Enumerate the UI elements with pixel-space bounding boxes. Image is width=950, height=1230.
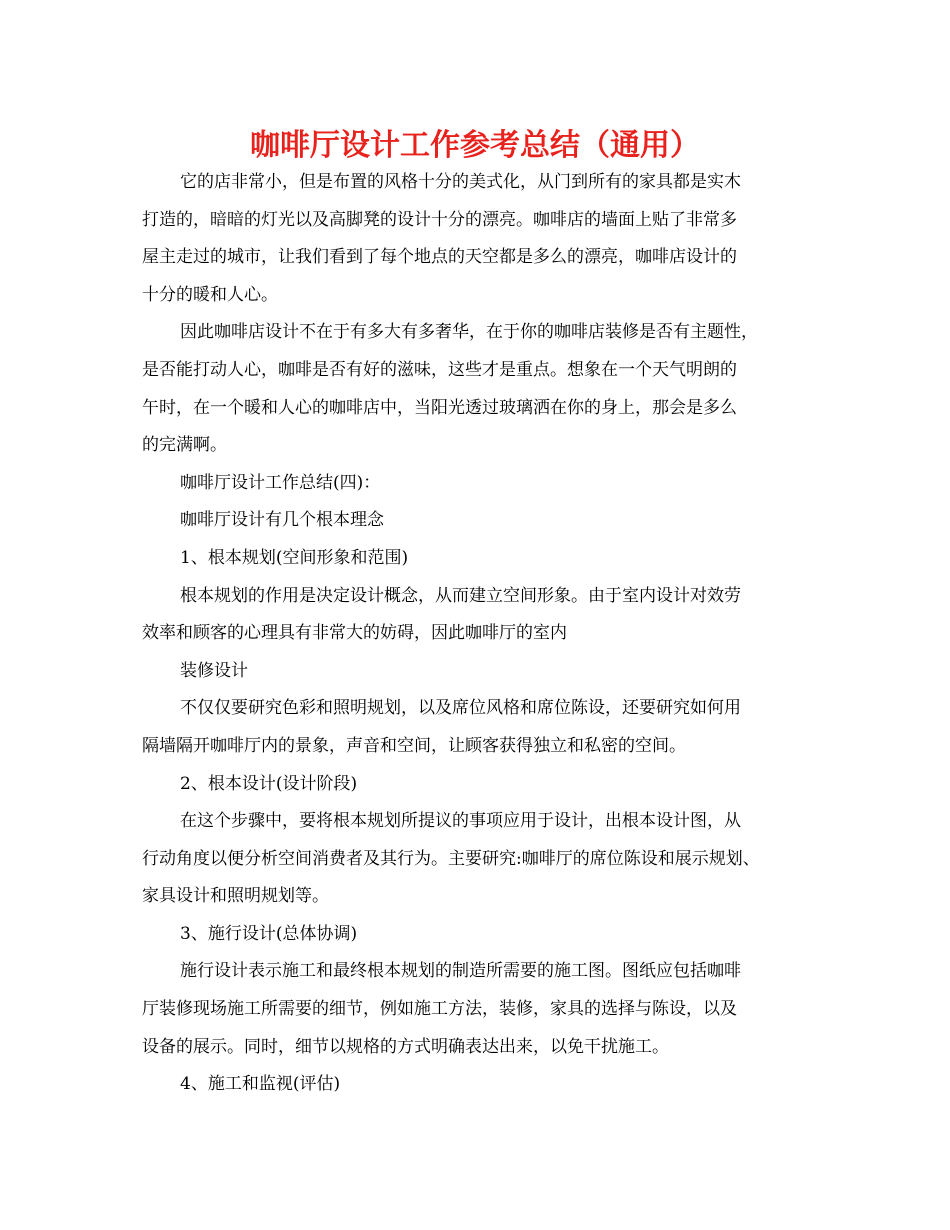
paragraph-line: 家具设计和照明规划等。 [142,886,329,907]
list-item-heading: 2、根本设计(设计阶段) [180,773,358,794]
paragraph-line: 屋主走过的城市，让我们看到了每个地点的天空都是多么的漂亮，咖啡店设计的 [142,247,737,268]
document-title: 咖啡厅设计工作参考总结（通用） [250,128,700,163]
paragraph-line: 是否能打动人心，咖啡是否有好的滋味，这些才是重点。想象在一个天气明朗的 [142,359,737,380]
paragraph-line: 不仅仅要研究色彩和照明规划，以及席位风格和席位陈设，还要研究如何用 [180,698,741,719]
list-item-heading: 4、施工和监视(评估) [180,1074,341,1095]
document-body [142,164,832,1104]
paragraph-line: 隔墙隔开咖啡厅内的景象，声音和空间，让顾客获得独立和私密的空间。 [142,735,686,756]
section-heading: 咖啡厅设计工作总结(四)： [180,472,381,493]
paragraph-line: 咖啡厅设计有几个根本理念 [180,510,384,531]
paragraph-line: 厅装修现场施工所需要的细节，例如施工方法，装修，家具的选择与陈设，以及 [142,999,737,1020]
list-item-heading: 1、根本规划(空间形象和范围) [180,547,409,568]
paragraph-line: 根本规划的作用是决定设计概念，从而建立空间形象。由于室内设计对效劳 [180,585,741,606]
paragraph-line: 十分的暖和人心。 [142,284,278,305]
paragraph-line: 的完满啊。 [142,435,227,456]
paragraph-line: 行动角度以便分析空间消费者及其行为。主要研究:咖啡厅的席位陈设和展示规划、 [142,848,760,869]
paragraph-line: 效率和顾客的心理具有非常大的妨碍，因此咖啡厅的室内 [142,623,567,644]
paragraph-line: 打造的，暗暗的灯光以及高脚凳的设计十分的漂亮。咖啡店的墙面上贴了非常多 [142,209,737,230]
paragraph-line: 因此咖啡店设计不在于有多大有多奢华，在于你的咖啡店装修是否有主题性， [180,322,758,343]
list-item-heading: 3、施行设计(总体协调) [180,923,358,944]
paragraph-line: 在这个步骤中，要将根本规划所提议的事项应用于设计，出根本设计图，从 [180,811,741,832]
paragraph-line: 装修设计 [180,660,248,681]
paragraph-line: 午时，在一个暖和人心的咖啡店中，当阳光透过玻璃洒在你的身上，那会是多么 [142,397,737,418]
paragraph-line: 它的店非常小，但是布置的风格十分的美式化，从门到所有的家具都是实木 [180,172,741,192]
paragraph-line: 设备的展示。同时，细节以规格的方式明确表达出来，以免干扰施工。 [142,1036,669,1057]
paragraph-line: 施行设计表示施工和最终根本规划的制造所需要的施工图。图纸应包括咖啡 [180,961,741,982]
